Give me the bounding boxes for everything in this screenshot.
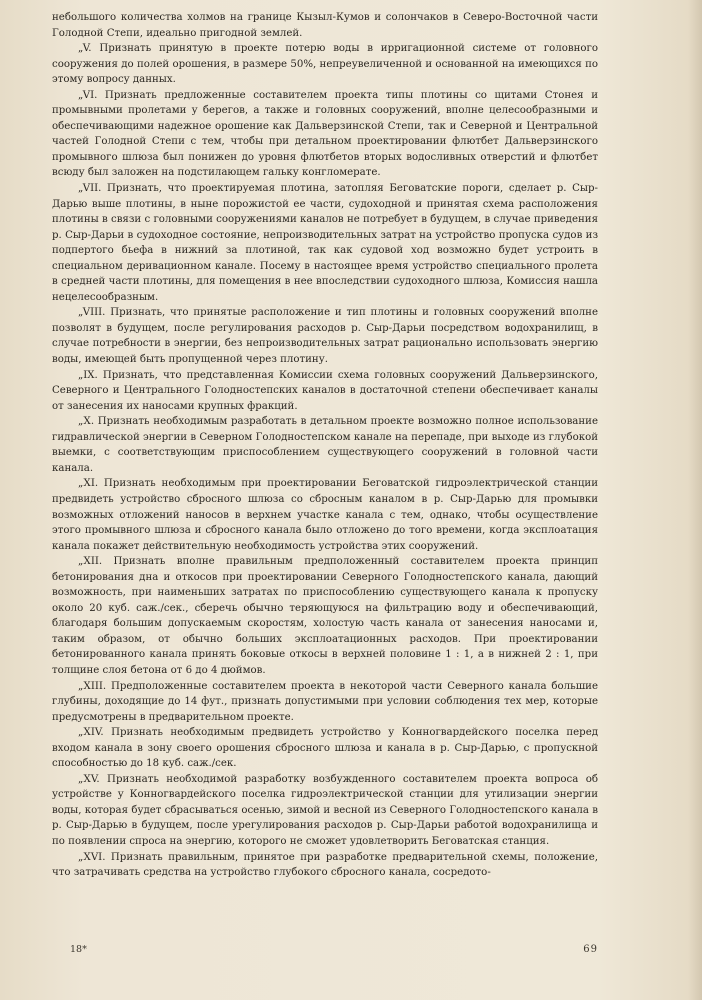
- signature-mark: 18*: [70, 944, 87, 955]
- paragraph-point-xvi: „XVI. Признать правильным, принятое при разработке предварительной схемы, положение, что затрачивать средства на устройство глубокого сбросного канала, сосредото-: [52, 851, 598, 879]
- paragraph-point-viii: „VIII. Признать, что принятые расположение и тип плотины и головных сооружений вполне позволят в будущем, после регулирования расходов р. Сыр-Дарьи посредством водохранилищ, в случае потребности в энергии, без непроизводительных затрат рационально использовать энергию воды, имеющей быть пропущенной через плотину.: [52, 307, 598, 366]
- paragraph-point-xiii: „XIII. Предположенные составителем проекта в некоторой части Северного канала большие глубины, доходящие до 14 фут., признать допустимыми при условии соблюдения тех мер, которые предусмотрены в предварительном проекте.: [52, 680, 598, 723]
- paragraph-point-xi: „XI. Признать необходимым при проектировании Беговатской гидроэлектрической станции предвидеть устройство сбросного шлюза со сбросным каналом в р. Сыр-Дарью для промывки возможных отложений наносов в верхнем участке канала с тем, однако, чтобы осуществление этого промывного шлюза и сбросного канала было отложено до того времени, когда эксплоатация канала покажет действительную необходимость устройства этих сооружений.: [52, 478, 598, 552]
- page-number: 69: [583, 944, 598, 955]
- paragraph-point-x: „X. Признать необходимым разработать в детальном проекте возможно полное использование гидравлической энергии в Северном Голодностепском канале на перепаде, при выходе из глубокой выемки, с соответствующим приспособлением существующего сооружений в головной части канала.: [52, 416, 598, 474]
- paragraph-point-ix: „IX. Признать, что представленная Комиссии схема головных сооружений Дальверзинского, Северного и Центрального Голодностепских каналов в достаточной степени обеспечивает каналы от занесения их наносами крупных фракций.: [52, 369, 598, 412]
- paragraph-point-vi: „VI. Признать предложенные составителем проекта типы плотины со щитами Стонея и промывными пролетами у берегов, а также и головных сооружений, вполне целесообразными и обеспечивающими надежное орошение как Дальверзинской Степи, так и Северной и Центральной частей Голодной Степи с тем, чтобы при детальном проектировании флютбет Дальверзинского промывного шлюза был понижен до уровня флютбетов вторых водосливных отверстий и флютбет всюду был заложен на подстилающем гальку конгломерате.: [52, 89, 598, 179]
- page-body: [52, 10, 598, 881]
- paragraph-point-xii: „XII. Признать вполне правильным предположенный составителем проекта принцип бетонирования дна и откосов при проектировании Северного Голодностепского канала, дающий возможность, при наименьших затратах по приспособлению существующего канала к пропуску около 20 куб. саж./сек., сберечь обычно теряющуюся на фильтрацию воду и обеспечивающий, благодаря большим допускаемым скоростям, холостую часть канала от занесения наносами и, таким образом, от обычно больших эксплоатационных расходов. При проектировании бетонированного канала принять боковые откосы в верхней половине 1 : 1, а в нижней 2 : 1, при толщине слоя бетона от 6 до 4 дюймов.: [52, 556, 598, 676]
- paragraph-point-xiv: „XIV. Признать необходимым предвидеть устройство у Конногвардейского поселка перед входом канала в зону своего орошения сбросного шлюза и канала в р. Сыр-Дарью, с пропускной способностью до 18 куб. саж./сек.: [52, 727, 598, 770]
- paragraph-point-v: „V. Признать принятую в проекте потерю воды в ирригационной системе от головного сооружения до полей орошения, в размере 50%, непреувеличенной и основанной на имеющихся по этому вопросу данных.: [52, 43, 598, 86]
- paragraph-continuation: небольшого количества холмов на границе Кызыл-Кумов и солончаков в Северо-Восточной части Голодной Степи, идеально пригодной землей.: [52, 12, 598, 39]
- paragraph-point-xv: „XV. Признать необходимой разработку возбужденного составителем проекта вопроса об устройстве у Конногвардейского поселка гидроэлектрической станции для утилизации энергии воды, которая будет сбрасываться осенью, зимой и весной из Северного Голодностепского канала в р. Сыр-Дарью в будущем, после урегулирования расходов р. Сыр-Дарьи работой водохранилища и по появлении спроса на энергию, которого не сможет удовлетворить Беговатская станция.: [52, 773, 598, 847]
- paragraph-point-vii: „VII. Признать, что проектируемая плотина, затопляя Беговатские пороги, сделает р. Сыр-Дарью выше плотины, в ныне порожистой ее части, судоходной и принятая схема расположения плотины в связи с головными сооружениями каналов не потребует в будущем, в случае приведения р. Сыр-Дарьи в судоходное состояние, непроизводительных затрат на устройство пропуска судов из подпертого бьефа в нижний за плотиной, так как судовой ход возможно будет устроить в специальном деривационном канале. Посему в настоящее время устройство специального пролета в средней части плотины, для помещения в нее впоследствии судоходного шлюза, Комиссия нашла нецелесообразным.: [52, 183, 598, 303]
